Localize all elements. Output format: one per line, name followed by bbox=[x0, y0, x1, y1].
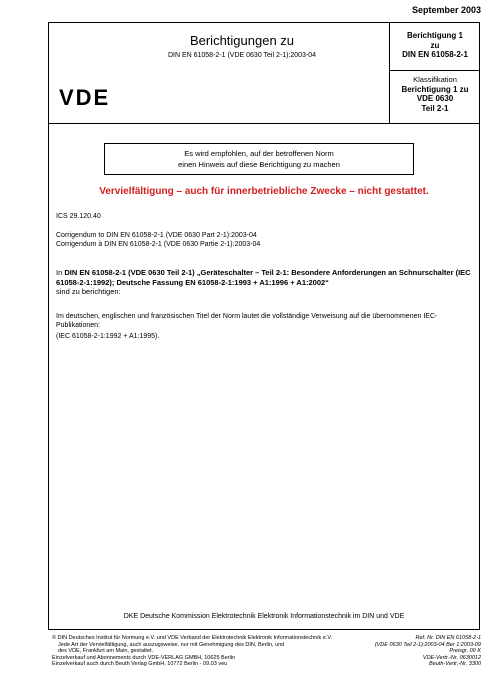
header-bottom-line bbox=[49, 123, 479, 124]
copyright-block bbox=[52, 635, 342, 668]
classification-label: Klassifikation bbox=[413, 75, 457, 84]
dke-footer: DKE Deutsche Kommission Elektrotechnik Elektronik Informationstechnik im DIN und VDE bbox=[123, 613, 405, 620]
correction-paragraph: Im deutschen, englischen und französischen Titel der Norm lautet die vollständige Verweisung auf die übernommenen IEC-Publikationen: bbox=[56, 313, 438, 329]
ics-code: ICS 29.120.40 bbox=[56, 213, 101, 220]
copyright-line: © DIN Deutsches Institut für Normung e.V. und VDE Verband der Elektrotechnik Elektronik Informationstechnik e.V. bbox=[52, 635, 333, 641]
copyright-line: Einzelverkauf und Abonnements durch VDE-VERLAG GMBH, 10625 Berlin bbox=[52, 654, 236, 661]
intro-suffix: sind zu berichtigen: bbox=[56, 287, 121, 296]
reference-line: (VDE 0630 Teil 2-1):2003-04 Ber 1:2003-09 bbox=[374, 641, 481, 648]
correction-intro bbox=[56, 268, 472, 297]
corrigendum-line: Corrigendum à DIN EN 61058-2-1 (VDE 0630 Partie 2-1):2003-04 bbox=[56, 241, 261, 248]
corrigendum-line: Corrigendum to DIN EN 61058-2-1 (VDE 0630 Part 2-1):2003-04 bbox=[56, 232, 257, 239]
document-frame bbox=[48, 22, 480, 630]
vde-logo: VDE bbox=[59, 85, 111, 110]
intro-prefix: In bbox=[56, 268, 65, 277]
document-subtitle: DIN EN 61058-2-1 (VDE 0630 Teil 2-1):2003-04 bbox=[167, 52, 317, 59]
iec-reference: (IEC 61058-2-1:1992 + A1:1995). bbox=[56, 333, 160, 340]
reference-block bbox=[341, 635, 481, 668]
publication-date: September 2003 bbox=[411, 5, 481, 15]
reference-line: Beuth-Vertr.-Nr. 3300 bbox=[429, 661, 481, 668]
copyright-line: Einzelverkauf auch durch Beuth Verlag GmbH, 10772 Berlin - 09.03 veu bbox=[52, 661, 228, 668]
reference-line: VDE-Vertr.-Nr. 0630012 bbox=[422, 654, 481, 661]
recommendation-box bbox=[104, 143, 414, 175]
header-divider-vertical bbox=[389, 23, 390, 123]
corrigenda-list bbox=[56, 231, 260, 249]
classification-line: VDE 0630 bbox=[416, 94, 454, 103]
intro-standard-title: DIN EN 61058-2-1 (VDE 0630 Teil 2-1) „Geräteschalter – Teil 2-1: Besondere Anforderungen an Schnurschalter (IEC 61058-2-1:1992); Deutsche Fassung EN 61058-2-1:1993 + A1:1996 + A1:2002“ bbox=[56, 268, 471, 287]
classification-line: Teil 2-1 bbox=[421, 103, 449, 113]
correction-designation bbox=[391, 31, 479, 60]
notice-line: Es wird empfohlen, auf der betroffenen Norm bbox=[184, 149, 334, 158]
header-divider-horizontal bbox=[389, 70, 479, 71]
copyright-line: Jede Art der Vervielfältigung, auch auszugsweise, nur mit Genehmigung des DIN, Berlin, und bbox=[58, 641, 285, 648]
reference-line: Ref. Nr. DIN EN 61058-2-1 bbox=[415, 635, 481, 641]
classification-line: Berichtigung 1 zu bbox=[401, 84, 469, 94]
reference-line: Preisgr. 00 K bbox=[449, 648, 481, 655]
copyright-line: des VDE, Frankfurt am Main, gestattet. bbox=[58, 648, 154, 655]
correction-line: Berichtigung 1 bbox=[406, 31, 463, 40]
classification-box bbox=[391, 75, 479, 113]
notice-line: einen Hinweis auf diese Berichtigung zu machen bbox=[178, 159, 340, 169]
document-title: Berichtigungen zu bbox=[189, 33, 295, 48]
correction-line: zu bbox=[430, 40, 440, 50]
correction-line: DIN EN 61058-2-1 bbox=[402, 50, 468, 59]
copy-warning: Vervielfältigung – auch für innerbetriebliche Zwecke – nicht gestattet. bbox=[99, 186, 429, 197]
